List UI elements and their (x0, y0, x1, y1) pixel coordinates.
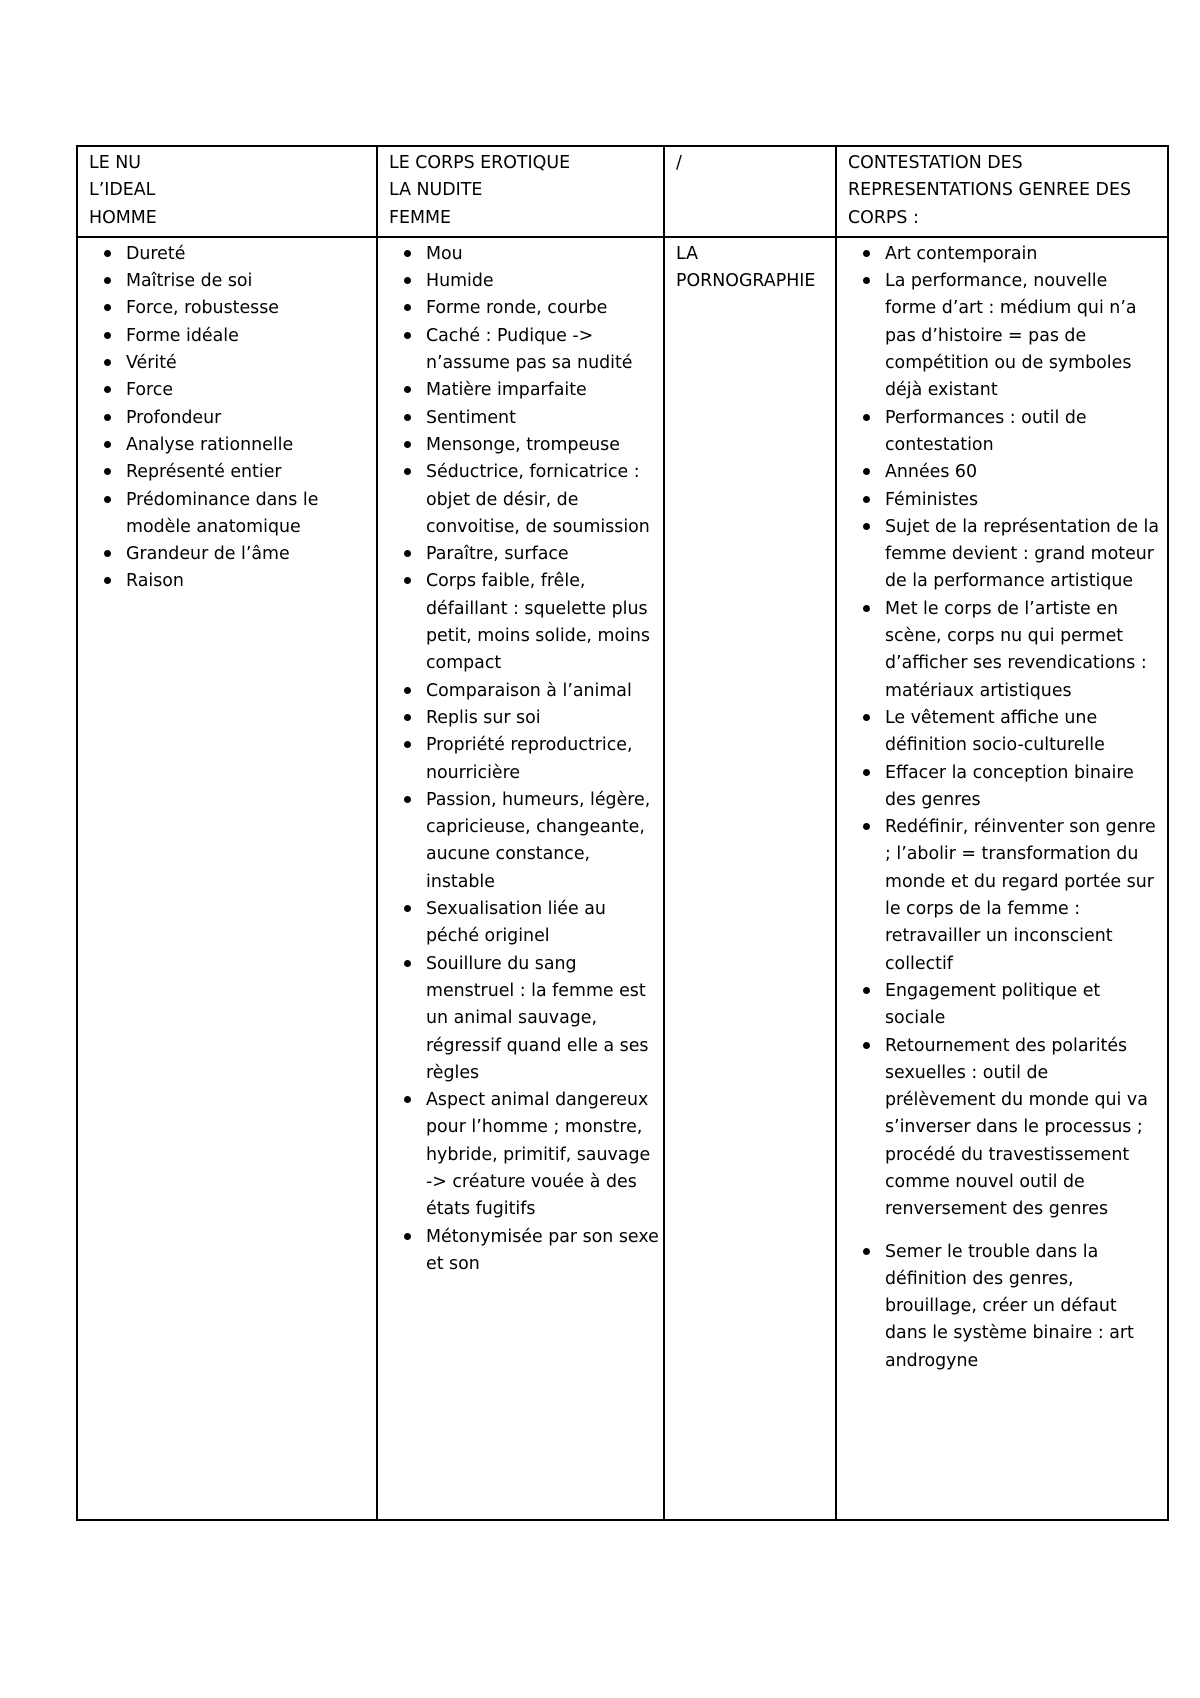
list-item: Métonymisée par son sexe et son (389, 1224, 659, 1279)
header-line: / (676, 153, 682, 173)
bullet-list-le-nu (89, 241, 372, 596)
list-item: Propriété reproductrice, nourricière (389, 732, 659, 787)
list-item: Matière imparfaite (389, 377, 659, 404)
list-item: Profondeur (89, 405, 372, 432)
list-item: Mou (389, 241, 659, 268)
list-item: Caché : Pudique -> n’assume pas sa nudité (389, 323, 659, 378)
header-line: CORPS : (848, 207, 919, 228)
list-item: Passion, humeurs, légère, capricieuse, changeante, aucune constance, instable (389, 787, 659, 896)
list-item: Dureté (89, 241, 372, 268)
list-item: Sexualisation liée au péché originel (389, 896, 659, 951)
list-item: Représenté entier (89, 459, 372, 486)
header-line: LE CORPS EROTIQUE (389, 153, 571, 173)
list-item: Effacer la conception binaire des genres (848, 760, 1163, 815)
header-cell-contestation (836, 146, 1168, 237)
list-item: Replis sur soi (389, 705, 659, 732)
header-line: REPRESENTATIONS GENREE DES (848, 180, 1131, 201)
list-item: Humide (389, 268, 659, 295)
column-le-nu (77, 237, 377, 1520)
column-corps-erotique (377, 237, 664, 1520)
header-line: L’IDEAL (89, 180, 156, 201)
header-line: FEMME (389, 207, 451, 228)
bullet-list-corps-erotique (389, 241, 659, 1278)
list-item: Prédominance dans le modèle anatomique (89, 487, 372, 542)
header-line: HOMME (89, 207, 157, 228)
list-item: Aspect animal dangereux pour l’homme ; monstre, hybride, primitif, sauvage -> créature vouée à des états fugitifs (389, 1087, 659, 1223)
cell-line: LA (676, 243, 698, 264)
list-item: Raison (89, 568, 372, 595)
header-line: LE NU (89, 153, 141, 173)
list-item: Séductrice, fornicatrice : objet de désir, de convoitise, de soumission (389, 459, 659, 541)
bullet-list-contestation (848, 241, 1163, 1375)
list-item: Sujet de la représentation de la femme devient : grand moteur de la performance artistique (848, 514, 1163, 596)
list-item: Force, robustesse (89, 295, 372, 322)
header-cell-corps-erotique (377, 146, 664, 237)
list-item: Féministes (848, 487, 1163, 514)
header-line: CONTESTATION DES (848, 153, 1023, 173)
list-item: Sentiment (389, 405, 659, 432)
list-item: Forme ronde, courbe (389, 295, 659, 322)
list-item: Performances : outil de contestation (848, 405, 1163, 460)
list-item: Maîtrise de soi (89, 268, 372, 295)
content-row (77, 237, 1168, 1520)
list-item: Corps faible, frêle, défaillant : squelette plus petit, moins solide, moins compact (389, 568, 659, 677)
list-item: Le vêtement affiche une définition socio-culturelle (848, 705, 1163, 760)
comparison-table (76, 145, 1169, 1521)
list-item: Engagement politique et sociale (848, 978, 1163, 1033)
header-line: LA NUDITE (389, 180, 483, 201)
list-item: Vérité (89, 350, 372, 377)
column-pornographie (664, 237, 836, 1520)
list-item: Retournement des polarités sexuelles : outil de prélèvement du monde qui va s’inverser dans le processus ; procédé du travestissement comme nouvel outil de renversement des genres (848, 1033, 1163, 1224)
list-item: Semer le trouble dans la définition des genres, brouillage, créer un défaut dans le système binaire : art androgyne (848, 1239, 1163, 1375)
column-contestation (836, 237, 1168, 1520)
list-item: Force (89, 377, 372, 404)
cell-line: PORNOGRAPHIE (676, 271, 816, 292)
list-item: Paraître, surface (389, 541, 659, 568)
list-item: Art contemporain (848, 241, 1163, 268)
list-item: Met le corps de l’artiste en scène, corps nu qui permet d’afficher ses revendications : matériaux artistiques (848, 596, 1163, 705)
list-item: Analyse rationnelle (89, 432, 372, 459)
list-item: Années 60 (848, 459, 1163, 486)
list-item: Comparaison à l’animal (389, 678, 659, 705)
list-item: Forme idéale (89, 323, 372, 350)
header-row (77, 146, 1168, 237)
header-cell-slash (664, 146, 836, 237)
list-item: Souillure du sang menstruel : la femme est un animal sauvage, régressif quand elle a ses règles (389, 951, 659, 1087)
header-cell-le-nu (77, 146, 377, 237)
list-item: Grandeur de l’âme (89, 541, 372, 568)
list-item: Mensonge, trompeuse (389, 432, 659, 459)
list-item: Redéfinir, réinventer son genre ; l’abolir = transformation du monde et du regard portée sur le corps de la femme : retravailler un inconscient collectif (848, 814, 1163, 978)
list-item: La performance, nouvelle forme d’art : médium qui n’a pas d’histoire = pas de compétition ou de symboles déjà existant (848, 268, 1163, 404)
